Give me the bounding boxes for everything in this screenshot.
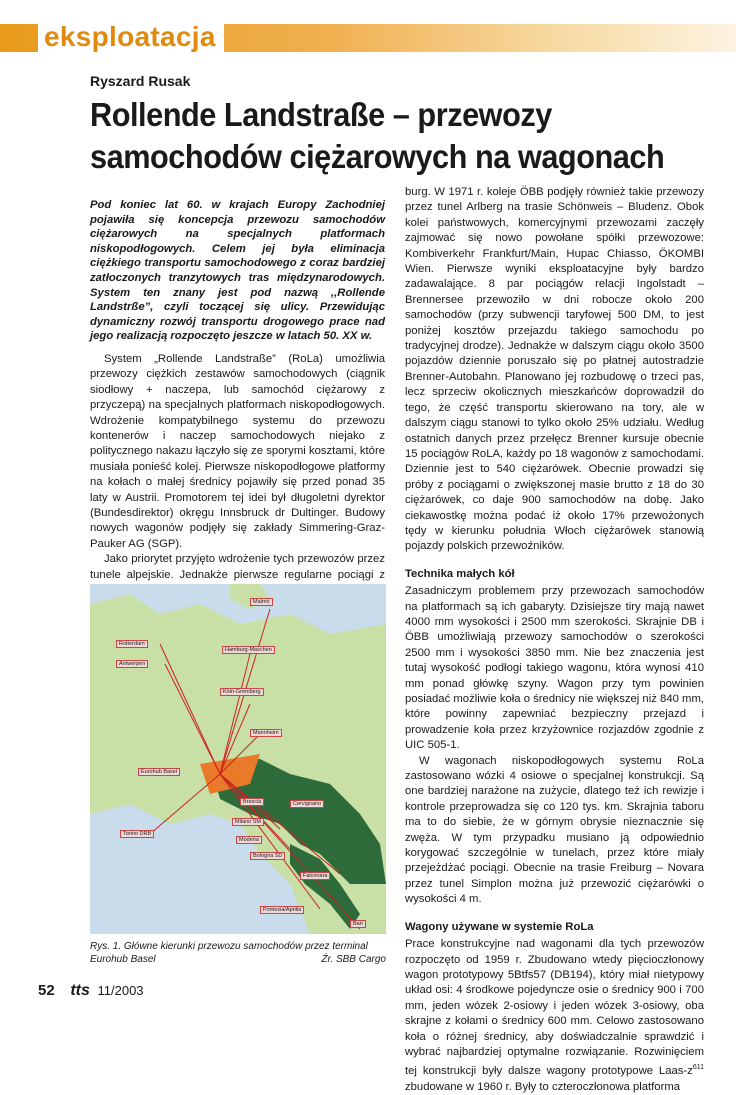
section2-sup: 611 — [692, 1064, 704, 1072]
caption-text: Rys. 1. Główne kierunki przewozu samochodów przez terminal Eurohub Basel — [90, 941, 368, 965]
caption-source: Źr. SBB Cargo — [321, 954, 386, 965]
right-column — [405, 185, 704, 1095]
route-map — [90, 584, 386, 934]
map-label: Torino DRB — [120, 830, 154, 838]
map-label: Rotterdam — [116, 640, 148, 648]
footer — [38, 982, 144, 1000]
article-title: Rollende Landstraße – przewozy samochodów ciężarowych na wagonach — [90, 96, 665, 175]
map-label: Hamburg-Maschen — [222, 646, 275, 654]
right-paragraph: W wagonach niskopodłogowych systemu RoLa zastosowano wózki 4 osiowe o specjalnej konstrukcji. Są one bardziej narażone na zużycie, dlatego też ich rewizje i kontrole przeprowadza się co 120 tys. km. Skrajnia taboru ma to do siebie, że w górnym obrysie nieznacznie się zwęża. W tym przypadku musiano ją odpowiednio korygować szczególnie w tunelach, przez które miały przejeżdżać pociągi. Obecnie na trasie Freiburg – Novara przez tunel Simplon można już przewozić ciężarówki o wysokości 4 m. — [405, 754, 704, 906]
map-label: Modena — [236, 836, 262, 844]
map-label: Falconara — [300, 872, 330, 880]
map-label: Malmö — [250, 598, 273, 606]
map-label: Pomezia/Aprilia — [260, 906, 304, 914]
section-title: eksploatacja — [38, 20, 224, 54]
map-graphic — [90, 584, 386, 934]
left-paragraph: Jako priorytet przyjęto wdrożenie tych przewozów przez tunele alpejskie. Jednakże pierwsze regularne pociągi z — [90, 553, 385, 581]
right-paragraph: burg. W 1971 r. koleje ÖBB podjęły również takie przewozy przez tunel Arlberg na trasie Schönweis – Bludenz. Obok kolei państwowych, komercyjnymi przewozami zaczęły zajmować się nowo powołane spółki przewozowe: Kombiverkehr Frankfurt/Main, Hupac Chiasso, ÖKOMBI Wien. Pierwsze wyniki eksploatacyjne były bardzo zadawalające. 8 par pociągów relacji Ingolstadt – Brennersee przewoziło w dni robocze około 200 samochodów (przy subwencji taryfowej 500 DM, to jest poniżej kosztów przejazdu takiego samochodu po tradycyjnej drodze). Jednakże w dalszym ciągu około 3500 pojazdów dziennie poruszało się po płatnej autostradzie Brenner-Autobahn. Planowano jej rozbudowę o trzeci pas, lecz sprzeciw okolicznych mieszkańców doprowadził do tego, że część transportu skierowano na tory, ale w dalszym ciągu stanowi to tylko około 25% udziału. Według ostatnich danych przez przełęcz Brenner kursuje obecnie 15 pociągów RoLA, każdy po 18 wagonów z samochodami. Dziennie jest to 540 ciężarówek. Obecnie prowadzi się próby z pociągami o zwiększonej masie brutto z 18 do 30 ciężarówek, co daje 900 samochodów na dobę. Jako ciekawostkę można podać iż około 17% przewożonych tędy w kierunku południa Włoch ciężarówek stanowią pojazdy polskich przewoźników. — [405, 186, 704, 553]
map-label: Eurohub Basel — [138, 768, 180, 776]
map-label: Brescia — [240, 798, 264, 806]
subheading: Technika małych kół — [405, 567, 515, 580]
subheading: Wagony używane w systemie RoLa — [405, 920, 594, 933]
issue-number: 11/2003 — [97, 983, 144, 998]
right-paragraph — [405, 937, 704, 1095]
map-label: Bologna SD — [250, 852, 285, 860]
section2-text: Prace konstrukcyjne nad wagonami dla tych przewozów rozpoczęto od 1959 r. Zbudowano wtedy pięcioczłonowy wagon prototypowy 5Btfs57 (DB194), który miał nietypowy układ osi: 4 środkowe pojedyncze osie o średnicy 900 i 700 mm, jeden wózek 2-osiowy i jeden wózek 3-osiowy, oba skrajne z kołami o średnicy 600 mm. Celowo zastosowano koła o różnej średnicy, aby doświadczalnie sprawdzić i wybrać najbardziej optymalne rozwiązanie. Rozwinięciem tej konstrukcji były dalsze wagony prototypowe Laas-z — [405, 938, 704, 1078]
map-label: Cervignano — [290, 800, 324, 808]
author: Ryszard Rusak — [90, 73, 191, 89]
lead-paragraph: Pod koniec lat 60. w krajach Europy Zachodniej pojawiła się koncepcja przewozu samochodów ciężarowych na specjalnych platformach niskopodłogowych. Celem jej była eliminacja ciężkiego transportu samochodowego z coraz bardziej zatłoczonych tranzytowych tras międzynarodowych. System ten znany jest pod nazwą ,,Rollende Landstrße”, czyli toczącej się ulicy. Przewidując dynamiczny rozwój transportu drogowego prace nad jego realizacją rozpoczęto jeszcze w latach 50. XX w. — [90, 199, 385, 343]
map-label: Antwerpen — [116, 660, 148, 668]
page-number: 52 — [38, 982, 55, 999]
magazine-logo: tts — [70, 982, 90, 999]
figure-caption — [90, 940, 386, 966]
left-body — [90, 352, 385, 614]
section2-tail: zbudowane w 1960 r. Były to czteroczłonowa platforma — [405, 1080, 681, 1093]
right-paragraph: Zasadniczym problemem przy przewozach samochodów na platformach są ich gabaryty. Dzisiejsze tiry mają nawet 4000 mm wysokości i 2500 mm szerokości. Skrajnie DB i ÖBB umożliwiają przewozy samochodów o szerokości 2500 mm i wysokości 3850 mm. Nie bez znaczenia jest tutaj wysokość podłogi takiego wagonu, która wynosi 410 mm ponad główkę szyny. Wagon przy tym powinien posiadać możliwie koła o średnicy nie większej niż 840 mm, które powinny zapewniać bezpieczny przejazd i prowadzenie koła przez krzyżownice rozjazdów zgodnie z UIC 505-1. — [405, 585, 704, 752]
map-label: Mannheim — [250, 729, 282, 737]
map-label: Bari — [350, 920, 366, 928]
left-paragraph: System „Rollende Landstraße” (RoLa) umożliwia przewozy ciężkich zestawów samochodowych (ciągnik siodłowy + naczepa, lub samochód ciężarowy z przyczepą) na specjalnych platformach niskopodłogowych. Wdrożenie kompatybilnego systemu do przewozu kontenerów i naczep samochodowych niejako z politycznego nakazu łączyło się ze sporymi kosztami, które musiała ponieść kolej. Pierwsze niskopodłogowe platformy na kołach o małej średnicy pojawiły się przed ponad 35 laty w Austrii. Promotorem tej idei był długoletni dyrektor (Bundesdirektor) okręgu Innsbruck dr Dultinger. Budowy nowych wagonów podjęły się zakłady Simmering-Graz-Pauker AG (SGP). — [90, 353, 385, 550]
map-label: Milano SM — [232, 818, 264, 826]
map-label: Köln-Gremberg — [220, 688, 264, 696]
